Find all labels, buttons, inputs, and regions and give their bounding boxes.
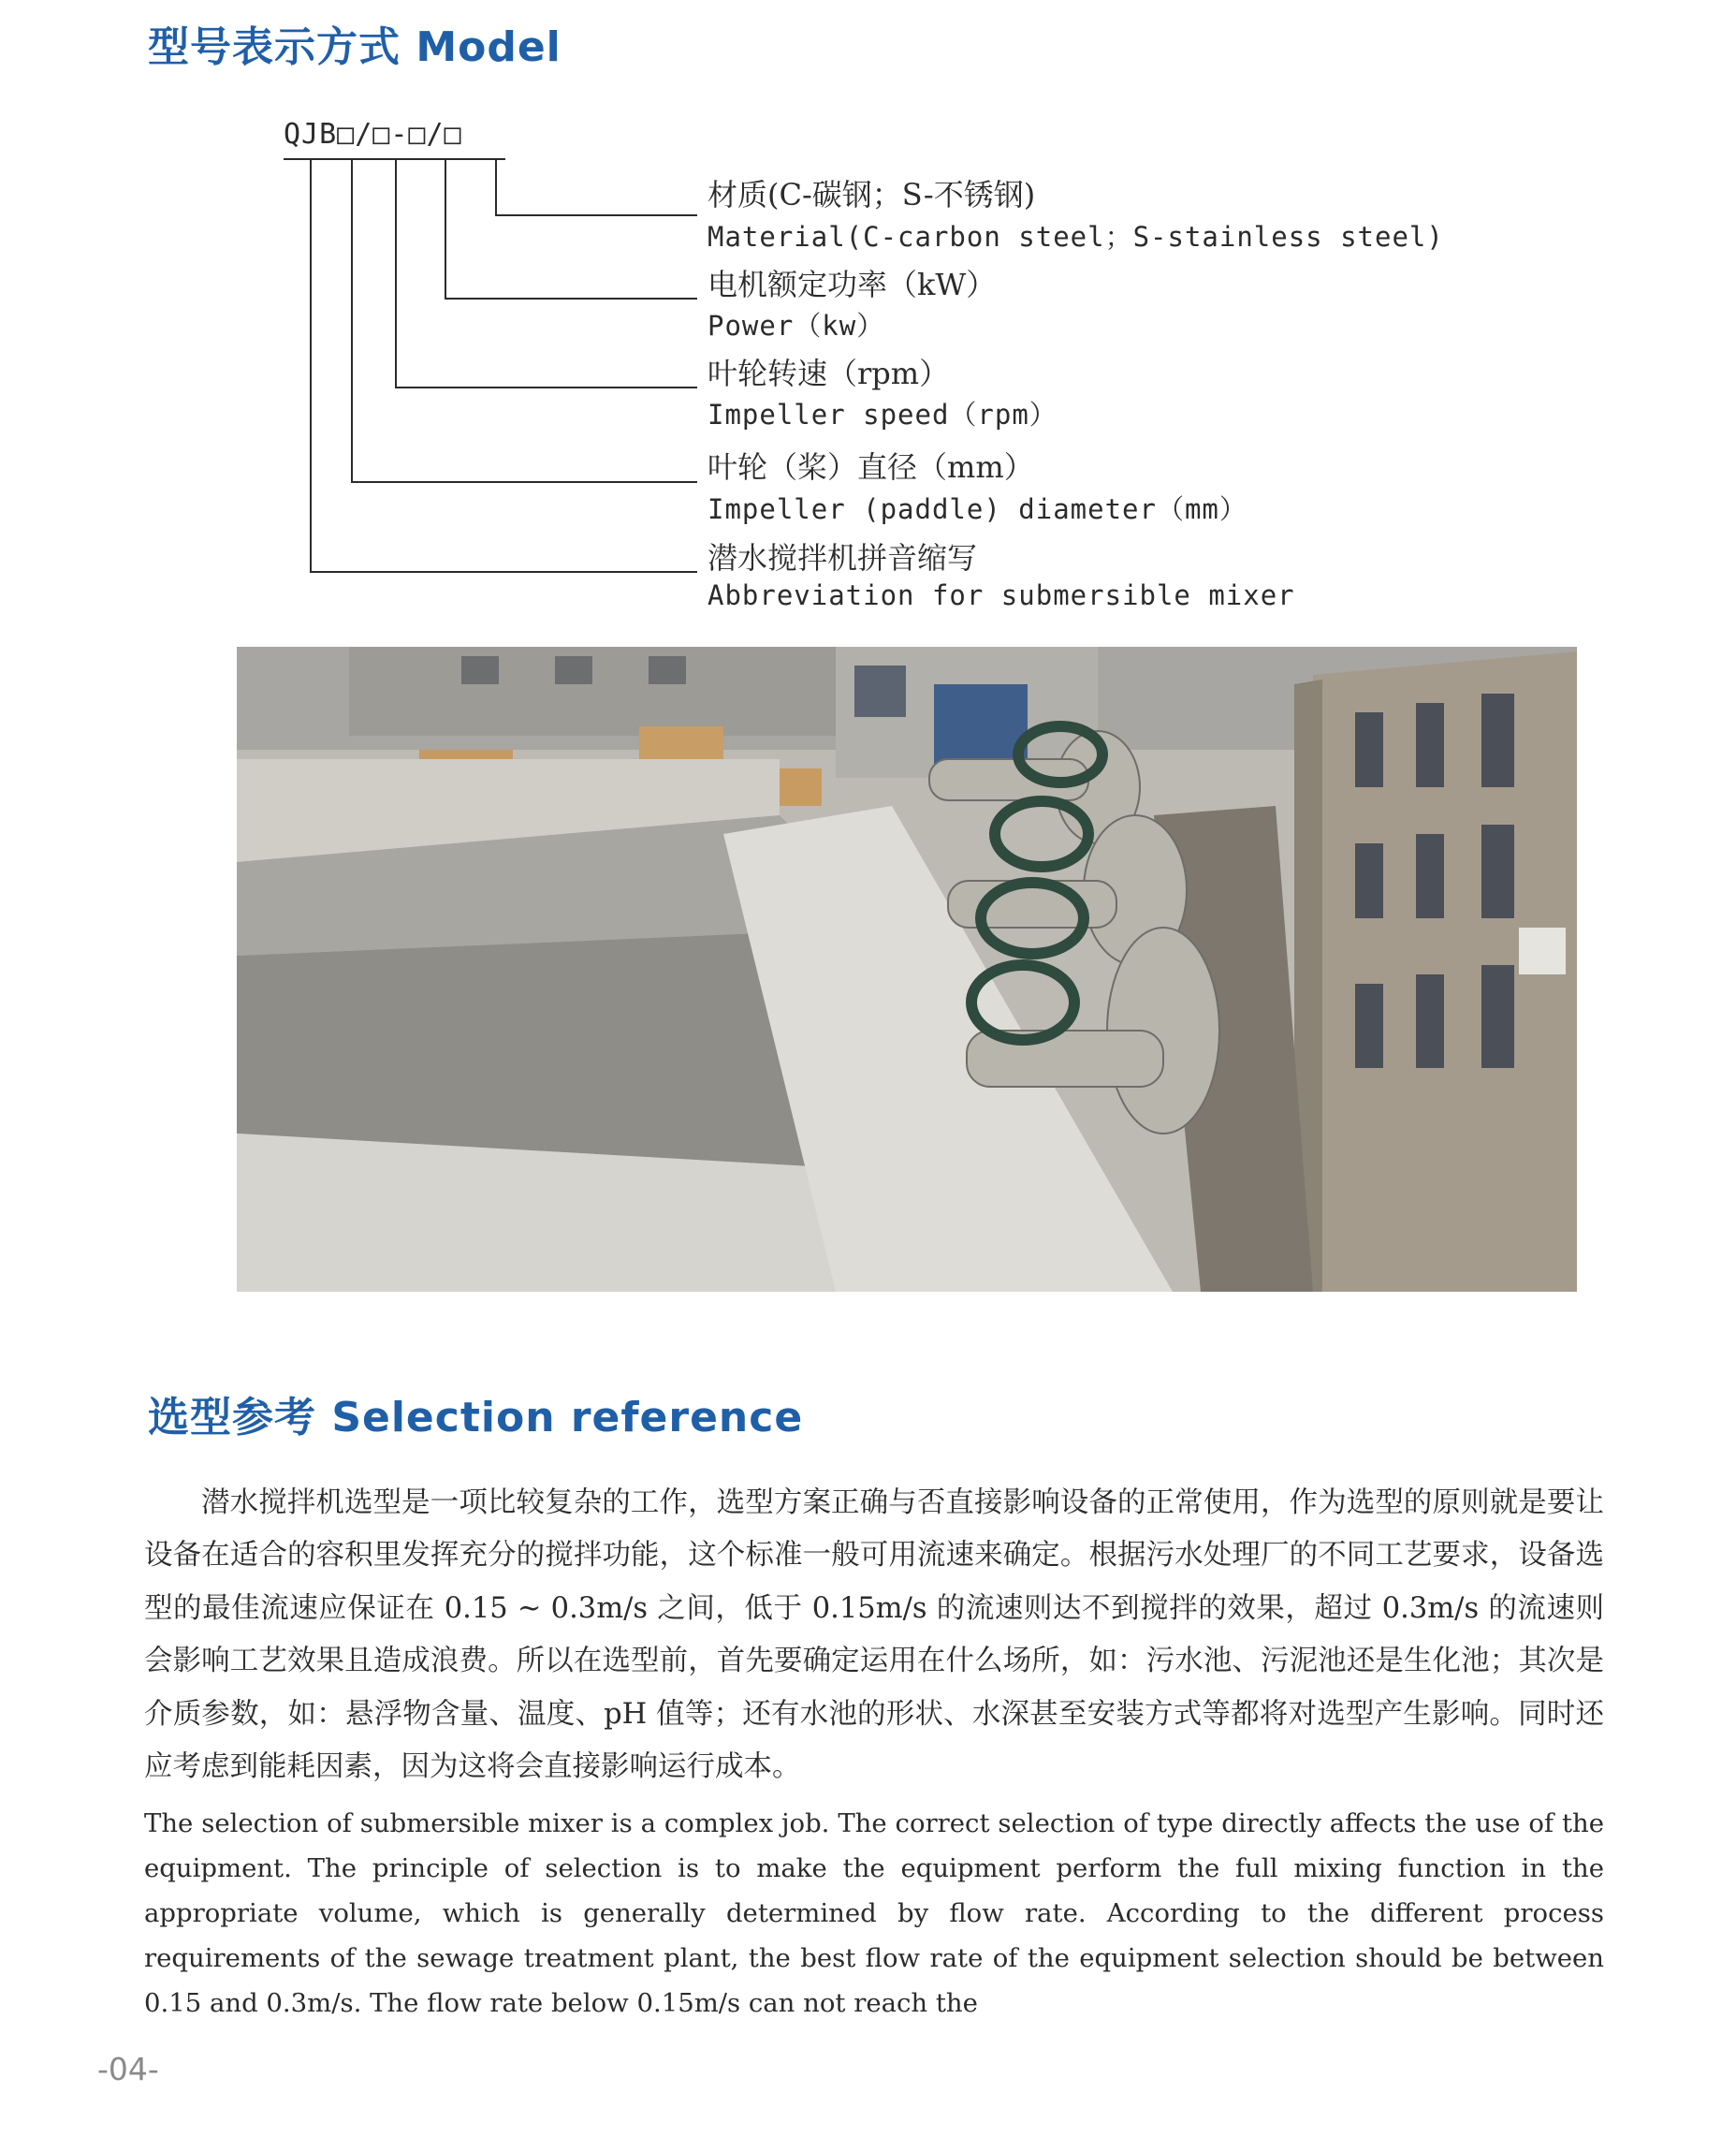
installation-photo [237,647,1577,1292]
field-diameter-cn: 叶轮（桨）直径（mm） [708,449,1034,485]
field-power-en: Power（kw） [708,310,885,342]
page-number: -04- [97,2051,159,2087]
field-speed-cn: 叶轮转速（rpm） [708,356,950,391]
selection-paragraph-en: The selection of submersible mixer is a complex job. The correct selection of type directly affects the use of the equipment. The principle of selection is to make the equipment perform the full mixing function in the appropriate volume, which is generally determined by flow rate. According to the different process requirements of the sewage treatment plant, the best flow rate of the equipment selection should be between 0.15 and 0.3m/s. The flow rate below 0.15m/s can not reach the [144,1808,1604,2018]
leader-line-speed [396,159,697,388]
field-diameter-en: Impeller (paddle) diameter（mm） [708,493,1247,525]
selection-paragraph-cn: 潜水搅拌机选型是一项比较复杂的工作，选型方案正确与否直接影响设备的正常使用，作为选型的原则就是要让设备在适合的容积里发挥充分的搅拌功能，这个标准一般可用流速来确定。根据污水处理厂的不同工艺要求，设备选型的最佳流速应保证在 0.15 ~ 0.3m/s 之间，低于 0.15m/s 的流速则达不到搅拌的效果，超过 0.3m/s 的流速则会影响工艺效果且造成浪费。所以在选型前，首先要确定运用在什么场所，如：污水池、污泥池还是生化池；其次是介质参数，如：悬浮物含量、温度、pH 值等；还有水池的形状、水深甚至安装方式等都将对选型产生影响。同时还应考虑到能耗因素，因为这将会直接影响运行成本。 [144,1486,1604,1784]
field-material-cn: 材质(C-碳钢；S-不锈钢) [708,177,1036,212]
field-power-cn: 电机额定功率（kW） [708,267,997,302]
field-abbreviation-cn: 潜水搅拌机拼音缩写 [708,540,978,576]
field-speed-en: Impeller speed（rpm） [708,399,1058,431]
leader-line-material [496,159,697,215]
section-title-selection: 选型参考 Selection reference [148,1394,804,1441]
leader-line-diameter [352,159,697,482]
leader-line-power [445,159,697,299]
model-code: QJB□/□-□/□ [284,118,462,151]
section-title-model: 型号表示方式 Model [148,23,562,71]
leader-line-abbreviation [311,159,697,572]
field-material-en: Material(C-carbon steel；S-stainless steel) [708,221,1444,253]
field-abbreviation-en: Abbreviation for submersible mixer [708,579,1295,611]
